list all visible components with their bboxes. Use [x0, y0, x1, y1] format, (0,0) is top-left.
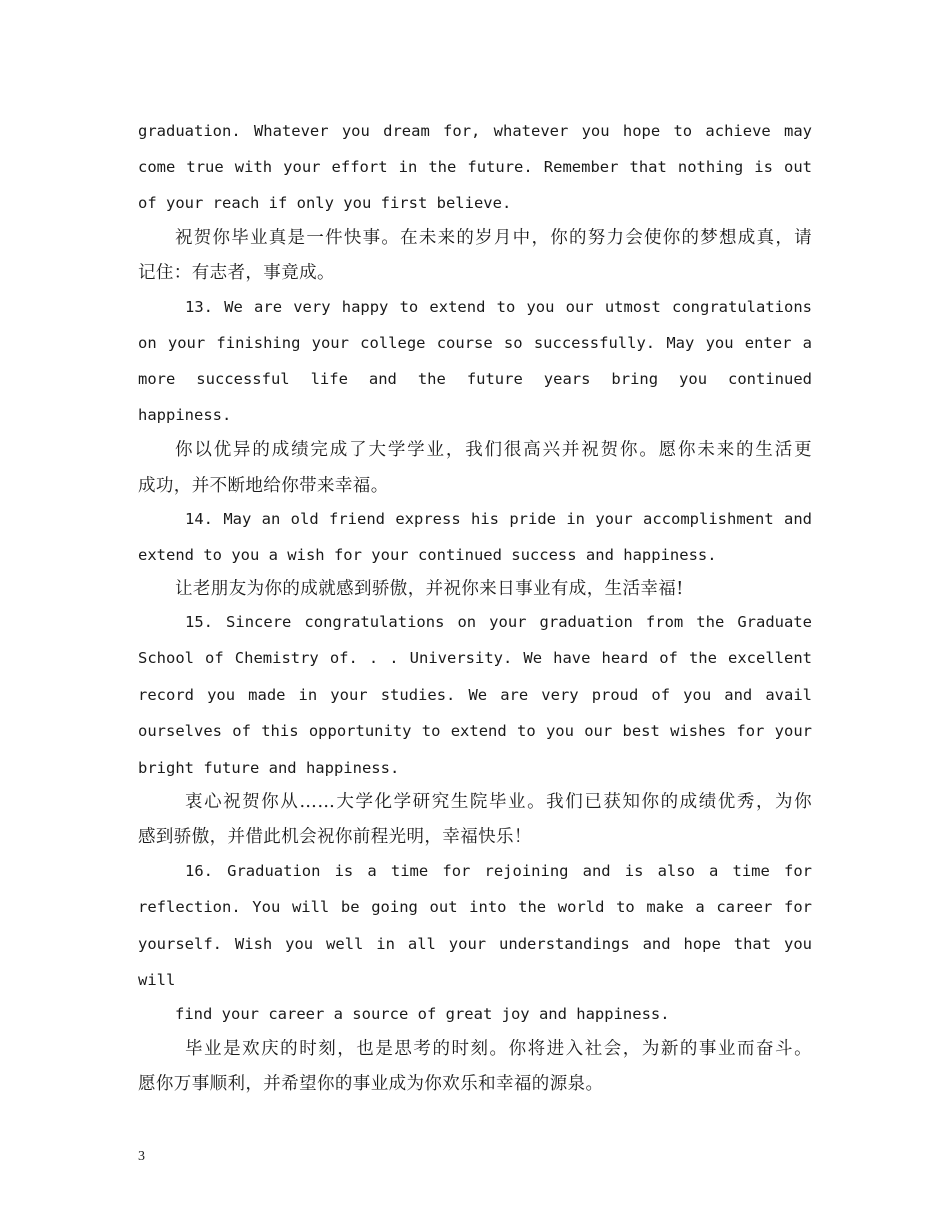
text-line: will [138, 971, 176, 989]
text-line: 15. Sincere congratulations on your graduation from the Graduate [185, 613, 812, 631]
text-line: 愿你万事顺利，并希望你的事业成为你欢乐和幸福的源泉。 [138, 1074, 604, 1094]
text-line: ourselves of this opportunity to extend to you our best wishes for your [138, 722, 812, 740]
text-line: reflection. You will be going out into the world to make a career for [138, 898, 812, 916]
text-line: find your career a source of great joy and happiness. [175, 1005, 670, 1023]
text-line: 祝贺你毕业真是一件快事。在未来的岁月中，你的努力会使你的梦想成真，请 [175, 228, 812, 248]
text-line: come true with your effort in the future. Remember that nothing is out [138, 158, 812, 176]
text-line: 毕业是欢庆的时刻，也是思考的时刻。你将进入社会，为新的事业而奋斗。 [185, 1039, 812, 1059]
text-line: 14. May an old friend express his pride in your accomplishment and [185, 510, 812, 528]
text-line: extend to you a wish for your continued success and happiness. [138, 546, 717, 564]
text-line: 让老朋友为你的成就感到骄傲，并祝你来日事业有成，生活幸福! [175, 579, 684, 599]
text-line: more successful life and the future years bring you continued [138, 370, 812, 388]
text-line: 16. Graduation is a time for rejoining and is also a time for [185, 862, 812, 880]
text-line: record you made in your studies. We are very proud of you and avail [138, 686, 812, 704]
text-line: 感到骄傲，并借此机会祝你前程光明，幸福快乐！ [138, 827, 532, 847]
text-line: of your reach if only you first believe. [138, 194, 512, 212]
text-line: 记住：有志者，事竟成。 [138, 263, 335, 283]
text-line: bright future and happiness. [138, 759, 400, 777]
text-line: 你以优异的成绩完成了大学学业，我们很高兴并祝贺你。愿你未来的生活更 [175, 440, 812, 460]
text-line: School of Chemistry of. . . University. We have heard of the excellent [138, 649, 812, 667]
text-line: 13. We are very happy to extend to you our utmost congratulations [185, 298, 812, 316]
text-line: 衷心祝贺你从……大学化学研究生院毕业。我们已获知你的成绩优秀，为你 [185, 792, 812, 812]
text-line: 成功，并不断地给你带来幸福。 [138, 476, 389, 496]
text-line: graduation. Whatever you dream for, whatever you hope to achieve may [138, 122, 812, 140]
text-line: happiness. [138, 406, 232, 424]
page-number: 3 [138, 1149, 145, 1164]
text-line: on your finishing your college course so successfully. May you enter a [138, 334, 812, 352]
text-line: yourself. Wish you well in all your understandings and hope that you [138, 935, 812, 953]
